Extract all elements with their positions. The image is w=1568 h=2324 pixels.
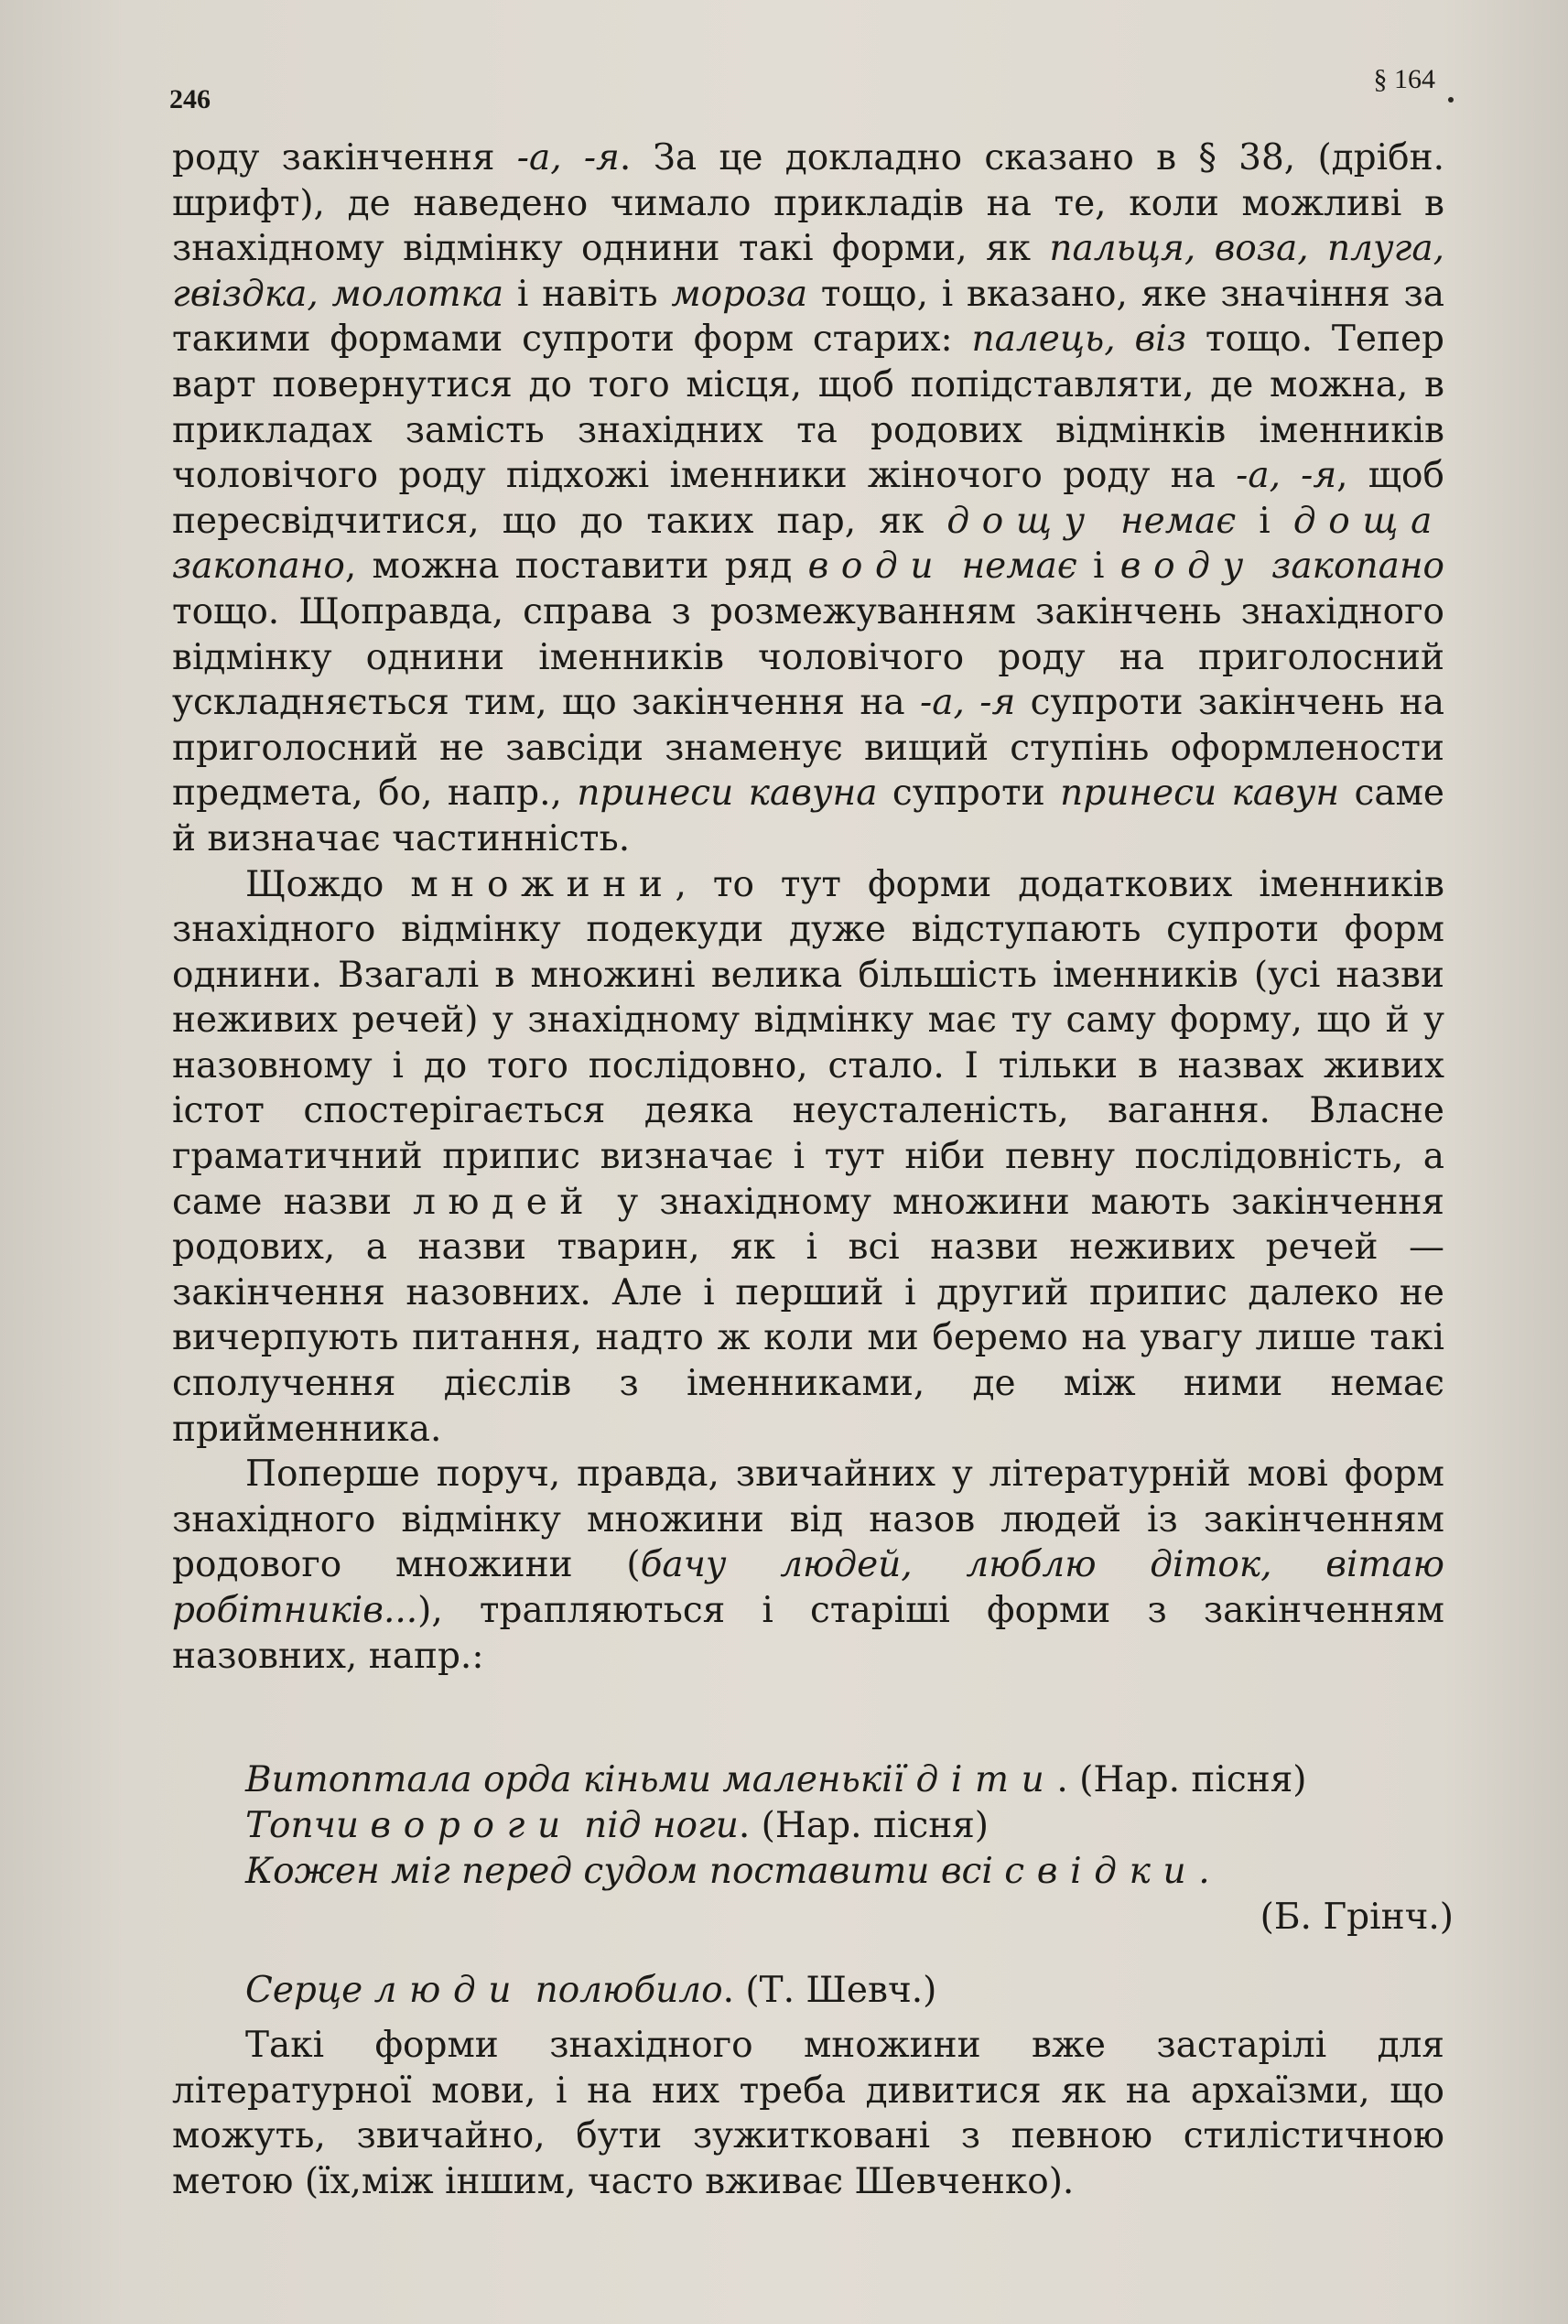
italic-text: закопано [1271,546,1444,588]
text-run [946,546,961,587]
italic-text: -а, -я [920,682,1016,724]
paragraph-4: Такі форми знахідного множини вже застарілі для літературної мови, і на них треба дивитися як на архаїзми, що можуть, звичайно, бути зужиткованi з певною стилістичною метою (їх,між іншим, часто вживає Шевченко). [172,2025,1444,2202]
main-text [172,135,1444,1679]
italic-text: закопано [172,546,345,588]
text-run: , можна поставити ряд [344,546,808,588]
italic-text: принеси кавуна [577,773,878,815]
paragraph-1 [172,135,1444,862]
example-line-1 [245,1757,1454,1803]
italic-text: немає [961,546,1077,588]
page-number: 246 [169,84,211,114]
spaced-emphasis: вороги [370,1805,573,1846]
italic-text: Серце [245,1970,374,2011]
text-run: роду закінчення [172,137,517,178]
italic-text: немає [1119,500,1237,542]
italic-text: -а, -я [1236,455,1337,497]
italic-text: -а, -я [516,137,620,178]
text-run: і навіть [503,273,672,315]
example-quotations [245,1757,1454,2014]
italic-text: Витоптала орда кіньми маленькії [245,1759,916,1800]
spaced-emphasis: множини [410,863,676,905]
italic-text: Топчи [245,1805,371,1846]
spaced-emphasis: дощу [946,500,1098,542]
text-run [1098,501,1120,542]
spaced-emphasis: свідки [1004,1851,1199,1892]
paragraph-3 [172,1452,1444,1679]
text-run: і [1236,500,1293,542]
text-run: Щождо [245,863,411,905]
italic-text: мороза [671,273,808,315]
text-run [1256,546,1271,587]
spaced-emphasis: людей [413,1181,597,1223]
italic-text: бачу людей, люблю діток, вітаю робітників... [172,1544,1444,1631]
text-run: супроти [877,773,1061,815]
text-run: і [1076,546,1120,588]
italic-text: принеси кавун [1060,773,1340,815]
italic-text: пальця, воза, плуга, гвіздка, молотка [172,228,1444,315]
text-run: у знахідному множини мають закінчення родових, а назви тварин, як і всі назви неживих речей — закінчення назовних. Але і перший і другий припис далеко не вичерпують питання, надто ж коли ми беремо на увагу лише такі сполучення дієслів з іменниками, де між ними немає прийменника. [172,1181,1444,1450]
text-run: Поперше поруч, правда, звичайних у літературній мові форм знахідного відмінку множини від назов людей із закінченням родового множини ( [172,1454,1444,1586]
italic-text: Кожен міг перед судом поставити всі [245,1851,1005,1892]
text-run: . (Т. Шевч.) [722,1970,937,2011]
spaced-emphasis: люди [373,1970,524,2011]
spaced-emphasis: доща [1292,500,1444,542]
italic-text: під ноги [572,1805,739,1846]
page-header [169,64,1435,114]
text-run: , то тут форми додаткових іменників знахідного відмінку подекуди дуже відступають супроти форм однини. Взагалі в множині велика більшість іменників (усі назви неживих речей) у знахідному відмінку має ту саму форму, що й у назовному і до того послідовно, стало. І тільки в назвах живих істот спостерігається деяка неусталеність, вагання. Власне граматичний припис визначає і тут ніби певну послідовність, а саме назви [172,863,1444,1223]
example-line-2 [245,1803,1454,1849]
text-run: тощо. Щоправда, справа з розмежуванням закінчень знахідного відмінку однини іменників чоловічого роду на приголосний ускладняється тим, що закінчення на [172,590,1444,724]
example-line-4 [245,1968,1454,2014]
text-run: , щоб пересвідчитися, що до таких пар, як [172,455,1444,542]
italic-text: . [1198,1851,1210,1892]
text-run: ), трапляються і старіші форми з закінченням назовних, напр.: [172,1590,1444,1677]
section-reference: § 164 [1373,64,1435,94]
text-run: тощо, і вказано, яке значіння за такими формами супроти форм старих: [172,273,1445,361]
text-run: . (Нар. пісня) [738,1805,989,1846]
closing-text [172,2023,1444,2204]
text-run: . За це докладно сказано в § 38, (дрібн. шрифт), де наведено чимало прикладів на те, коли можливі в знахідному відмінку однини такі форми, як [172,137,1444,270]
speck-mark [1448,97,1454,103]
spaced-emphasis: води [807,546,946,588]
text-run: саме й визначає частинність. [172,773,1444,859]
italic-text: полюбило [524,1970,723,2011]
text-run: тощо. Тепер варт повернутися до того місця, щоб попідставляти, де можна, в прикладах замість знахідних та родових відмінків іменників чоловічого роду підхожі іменники жіночого роду на [172,319,1444,497]
example-line-3 [245,1849,1454,1895]
paragraph-2 [172,862,1444,1453]
text-run: супроти закінчень на приголосний не завсіди знаменує вищий ступінь оформлености предмета, бо, напр., [172,682,1444,815]
italic-text: палець, віз [971,319,1186,361]
spaced-emphasis: діти [915,1759,1057,1800]
spaced-emphasis: воду [1119,546,1256,588]
example-attribution: (Б. Грінч.) [1260,1897,1454,1938]
text-run: . (Нар. пісня) [1056,1759,1307,1800]
